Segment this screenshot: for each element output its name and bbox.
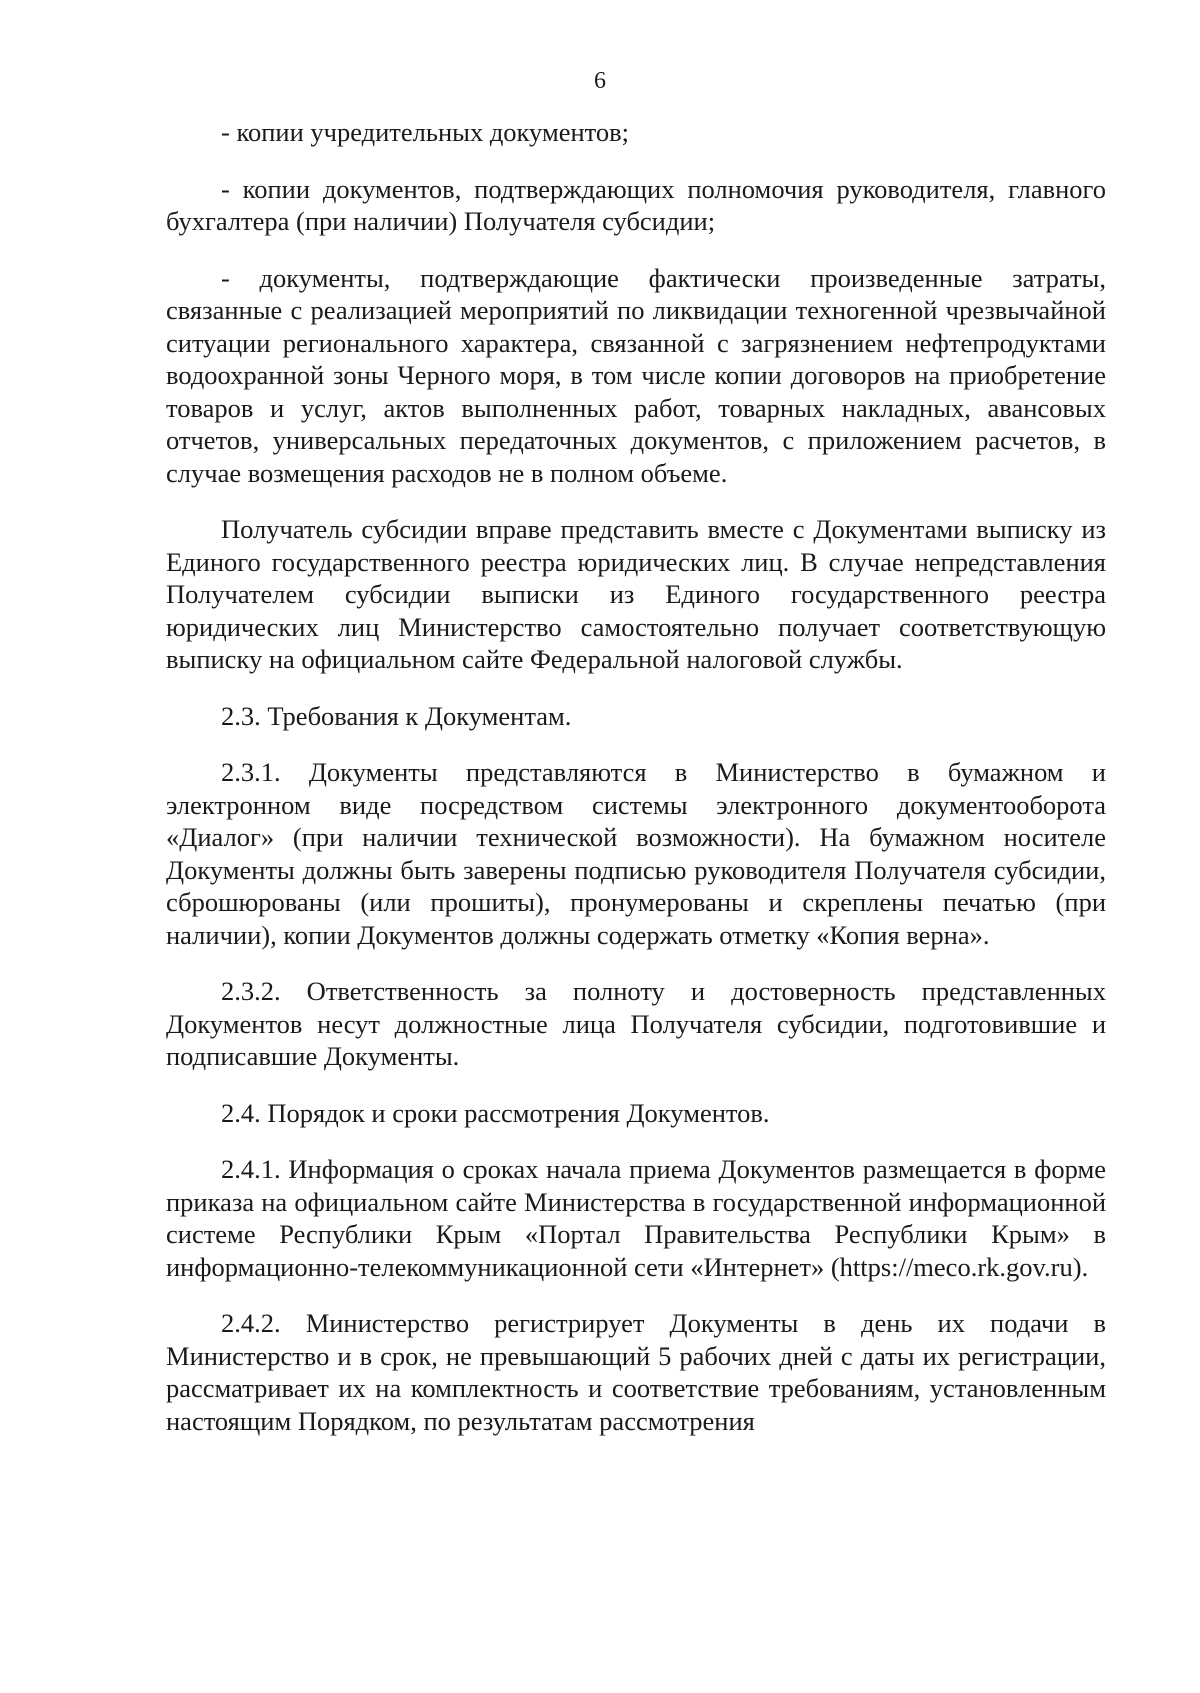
paragraph-2-4-2: 2.4.2. Министерство регистрирует Документы в день их подачи в Министерство и в срок, не превышающий 5 рабочих дней с даты их регистрации, рассматривает их на комплектность и соответствие требованиям, установленным настоящим Порядком, по результатам рассмотрения xyxy=(166,1308,1106,1436)
paragraph-authority-docs: - копии документов, подтверждающих полномочия руководителя, главного бухгалтера (при наличии) Получателя субсидии; xyxy=(166,173,1106,236)
paragraph-expense-docs: - документы, подтверждающие фактически произведенные затраты, связанные с реализацией мероприятий по ликвидации техногенной чрезвычайной ситуации регионального характера, связанной с загрязнением нефтепродуктами водоохранной зоны Черного моря, в том числе копии договоров на приобретение товаров и услуг, актов выполненных работ, товарных накладных, авансовых отчетов, универсальных передаточных документов, с приложением расчетов, в случае возмещения расходов не в полном объеме. xyxy=(166,262,1106,488)
section-heading-2-3: 2.3. Требования к Документам. xyxy=(221,700,572,731)
paragraph-2-3-2: 2.3.2. Ответственность за полноту и достоверность представленных Документов несут должностные лица Получателя субсидии, подготовившие и подписавшие Документы. xyxy=(166,976,1106,1071)
document-body xyxy=(166,116,1106,1461)
paragraph-founding-docs: - копии учредительных документов; xyxy=(221,117,630,147)
paragraph-registry-extract: Получатель субсидии вправе представить вместе с Документами выписку из Единого государственного реестра юридических лиц. В случае непредставления Получателем субсидии выписки из Единого государственного реестра юридических лиц Министерство самостоятельно получает соответствующую выписку на официальном сайте Федеральной налоговой службы. xyxy=(166,514,1106,674)
page-number: 6 xyxy=(594,68,606,94)
paragraph-2-3-1: 2.3.1. Документы представляются в Министерство в бумажном и электронном виде посредством системы электронного документооборота «Диалог» (при наличии технической возможности). На бумажном носителе Документы должны быть заверены подписью руководителя Получателя субсидии, сброшюрованы (или прошиты), пронумерованы и скреплены печатью (при наличии), копии Документов должны содержать отметку «Копия верна». xyxy=(166,757,1106,950)
paragraph-2-4-1: 2.4.1. Информация о сроках начала приема Документов размещается в форме приказа на официальном сайте Министерства в государственной информационной системе Республики Крым «Портал Правительства Республики Крым» в информационно-телекоммуникационной сети «Интернет» (https://meco.rk.gov.ru). xyxy=(166,1154,1106,1282)
section-heading-2-4: 2.4. Порядок и сроки рассмотрения Документов. xyxy=(221,1097,770,1128)
